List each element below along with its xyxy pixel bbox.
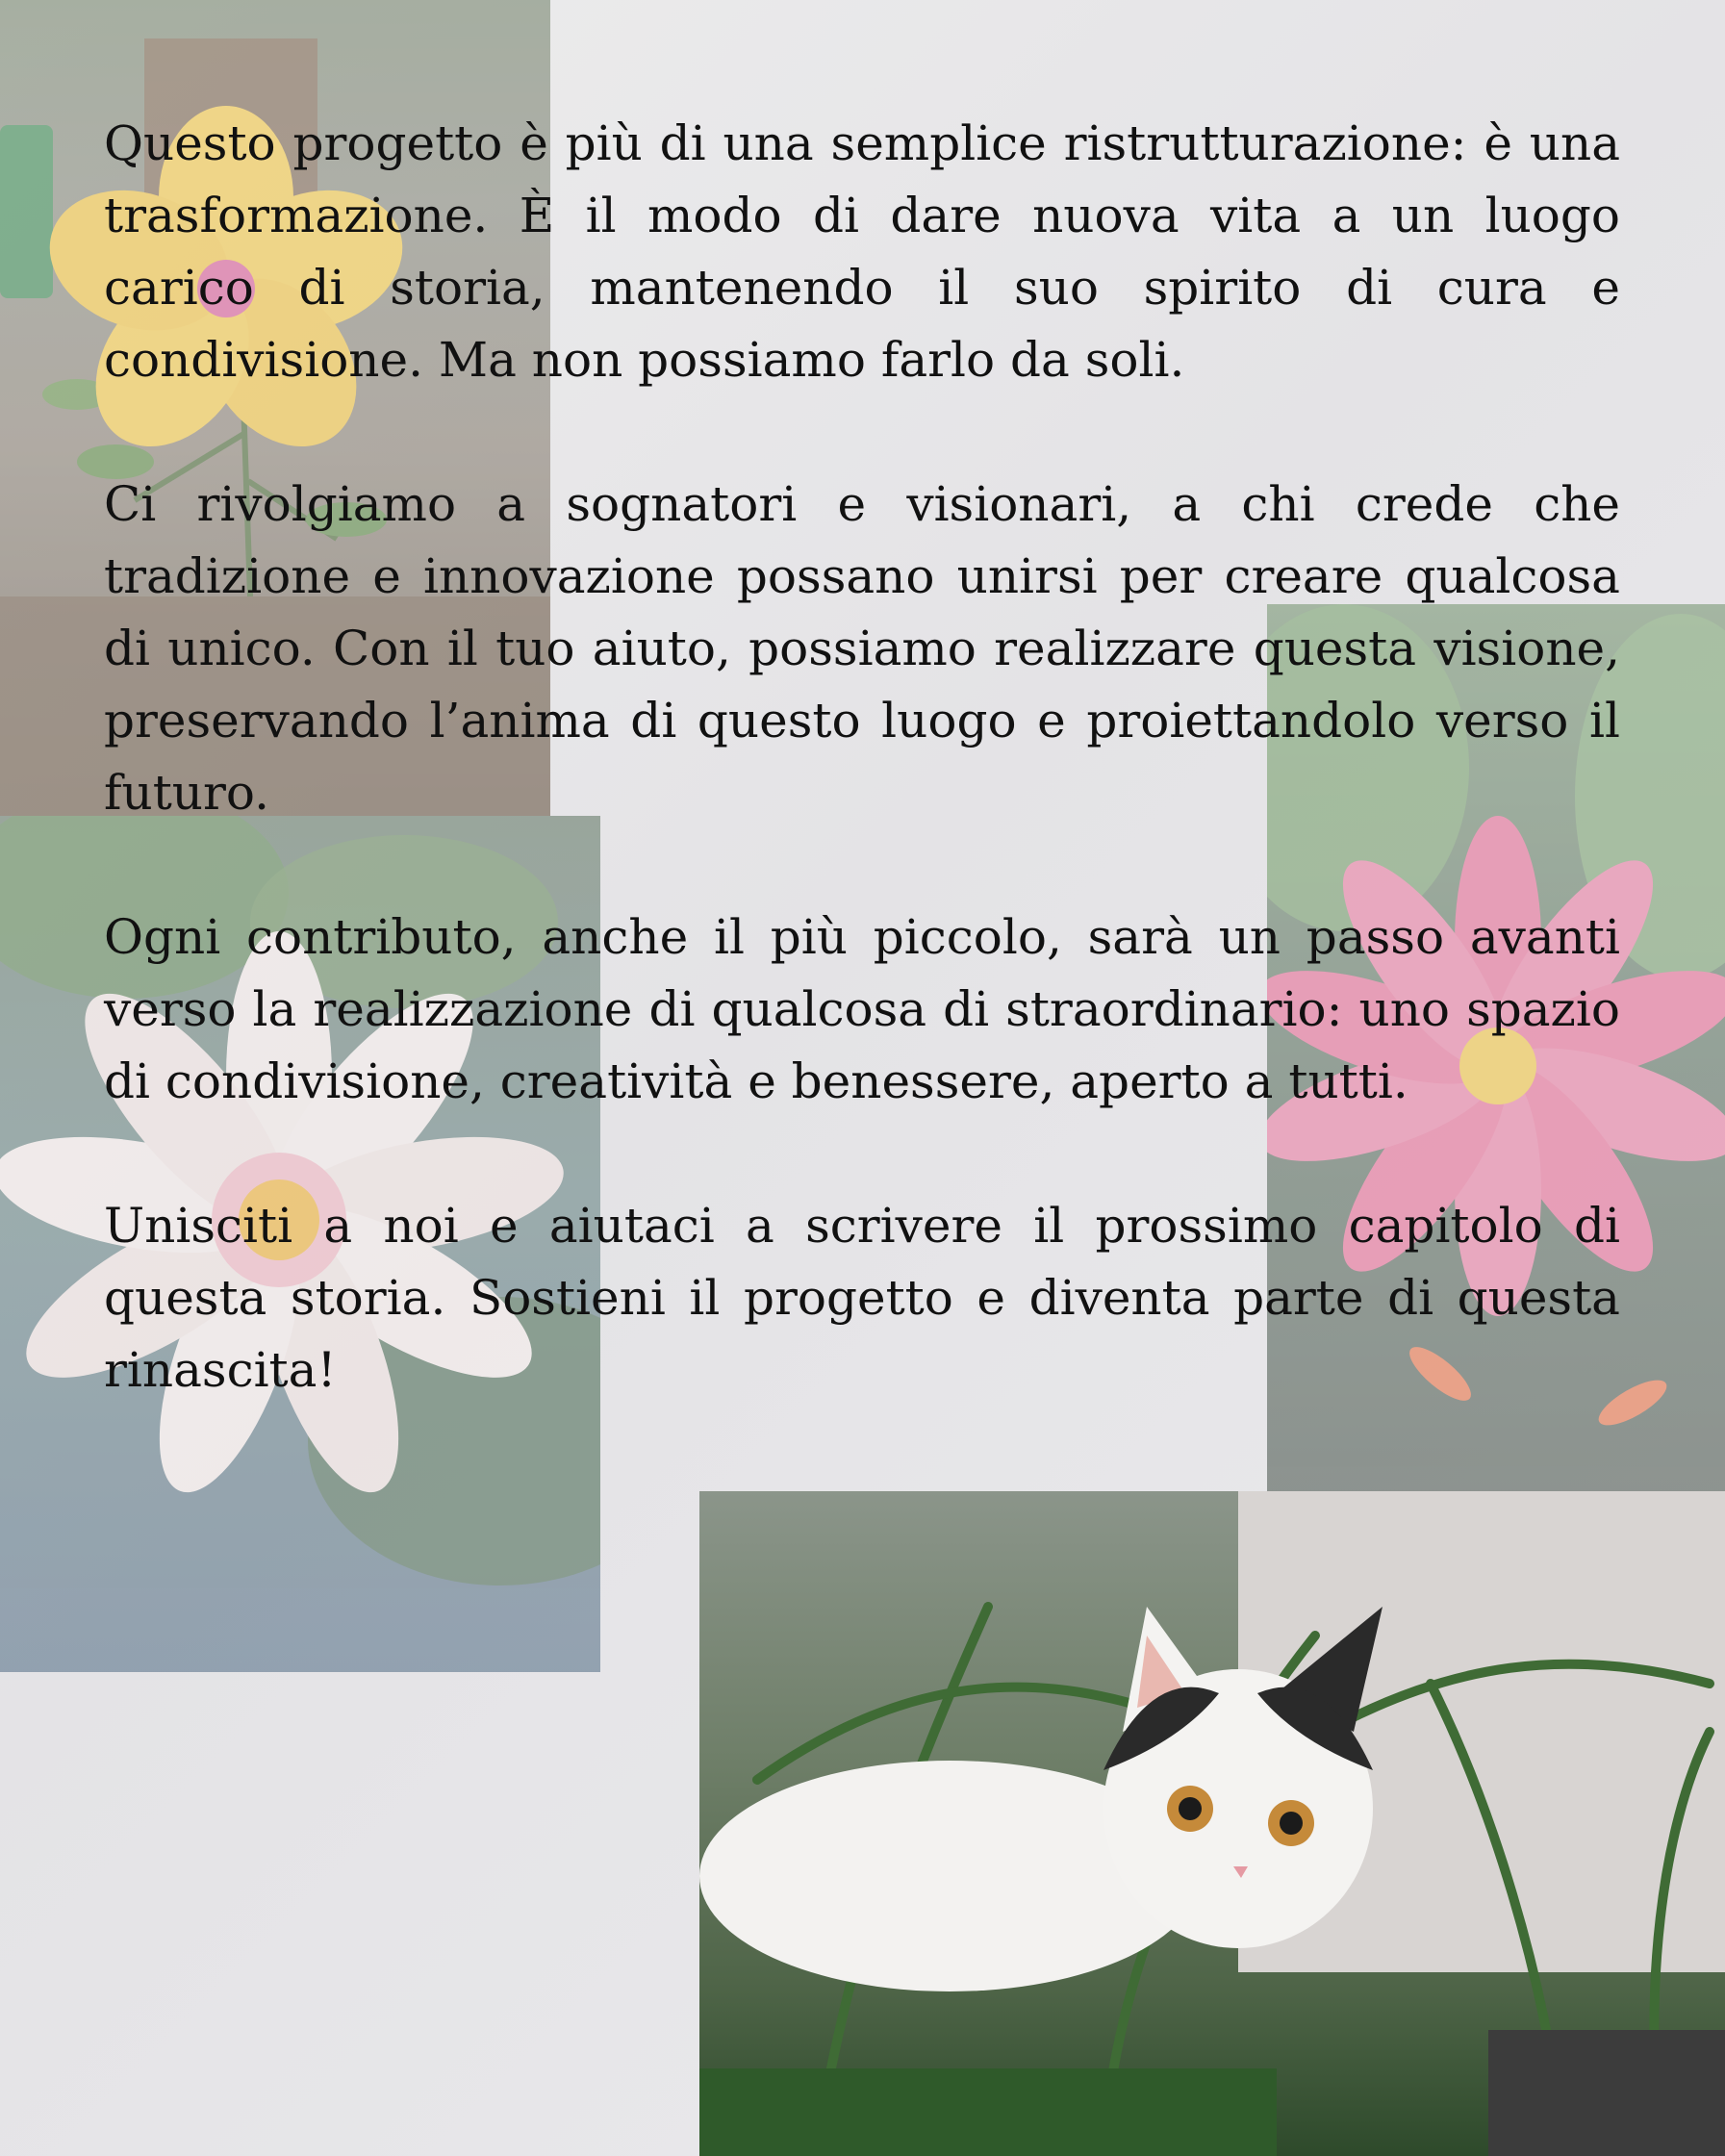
appeal-text [104, 108, 1620, 1407]
paragraph-contribution: Ogni contributo, anche il più piccolo, sarà un passo avanti verso la realizzazione di qualcosa di straordinario: uno spazio di condivisione, creatività e benessere, aperto a tutti. [104, 909, 1620, 1109]
cat-photo [699, 1491, 1725, 2156]
paragraph-intro: Questo progetto è più di una semplice ristrutturazione: è una trasformazione. È il modo di dare nuova vita a un luogo carico di storia, mantenendo il suo spirito di cura e condivisione. Ma non possiamo farlo da soli. [104, 115, 1620, 388]
paragraph-call-to-action: Unisciti a noi e aiutaci a scrivere il prossimo capitolo di questa storia. Sostieni il progetto e diventa parte di questa rinascita! [104, 1198, 1620, 1398]
paragraph-audience: Ci rivolgiamo a sognatori e visionari, a chi crede che tradizione e innovazione possano unirsi per creare qualcosa di unico. Con il tuo aiuto, possiamo realizzare questa visione, preservando l’anima di questo luogo e proiettandolo verso il futuro. [104, 476, 1620, 821]
cat-illustration [699, 1491, 1725, 2156]
